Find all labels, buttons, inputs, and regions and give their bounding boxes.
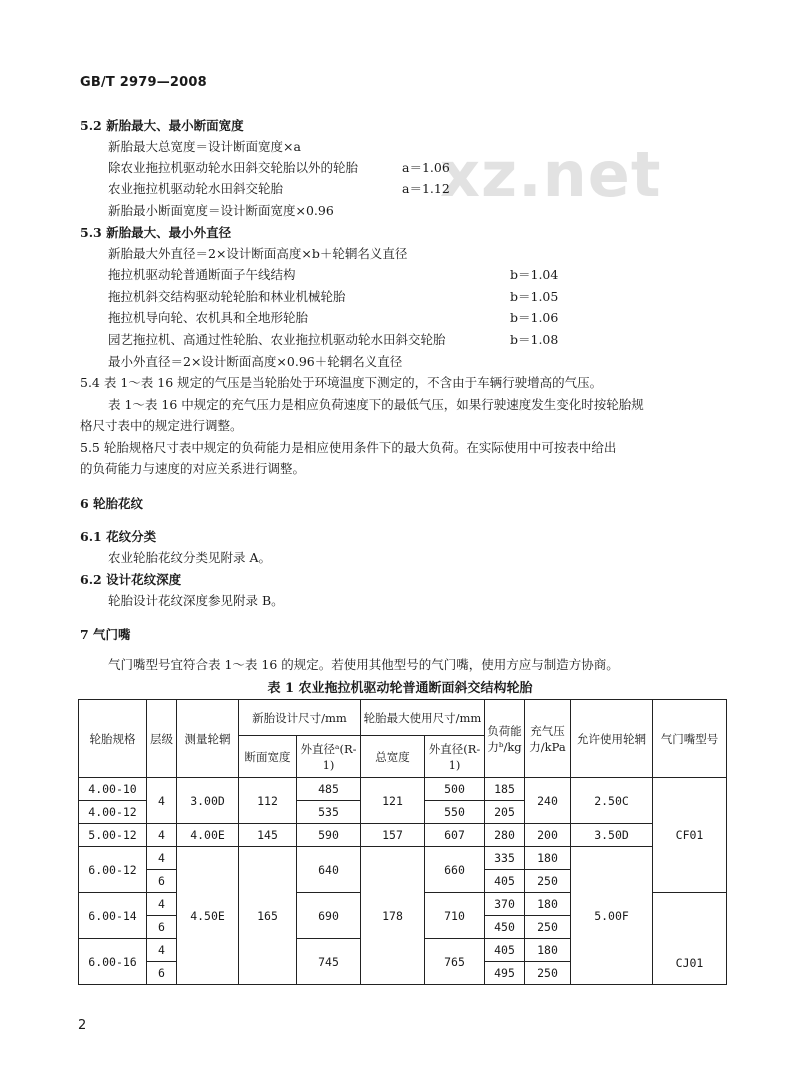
cell-max-outer-diameter: 710	[425, 893, 485, 939]
header-new-design-group: 新胎设计尺寸/mm	[239, 700, 361, 736]
header-total-width: 总宽度	[361, 736, 425, 778]
header-section-width: 断面宽度	[239, 736, 297, 778]
cell-valve: CJ01	[653, 893, 727, 985]
cell-ply: 4	[147, 939, 177, 962]
cell-ply: 4	[147, 893, 177, 916]
cell-load: 335	[485, 847, 525, 870]
cell-max-outer-diameter: 765	[425, 939, 485, 985]
cell-load: 205	[485, 801, 525, 824]
header-allowed-rim: 允许使用轮辋	[571, 700, 653, 778]
cell-outer-diameter: 640	[297, 847, 361, 893]
cell-rim: 4.50E	[177, 847, 239, 985]
cell-outer-diameter: 590	[297, 824, 361, 847]
cell-pressure: 180	[525, 893, 571, 916]
standard-code: GB/T 2979—2008	[80, 75, 207, 90]
section-5-3-line1: 新胎最大外直径＝2×设计断面高度×b＋轮辋名义直径	[108, 246, 408, 261]
page-number: 2	[78, 1018, 87, 1033]
section-6-1-text: 农业轮胎花纹分类见附录 A。	[108, 550, 272, 565]
cell-ply: 4	[147, 778, 177, 824]
table-row	[79, 778, 727, 801]
cell-pressure: 250	[525, 870, 571, 893]
section-5-5-p1b: 的负荷能力与速度的对应关系进行调整。	[80, 461, 306, 476]
header-pressure: 充气压力/kPa	[525, 700, 571, 778]
cell-spec: 4.00-12	[79, 801, 147, 824]
cell-max-outer-diameter: 607	[425, 824, 485, 847]
cell-rim: 4.00E	[177, 824, 239, 847]
section-5-3-item-label: 拖拉机斜交结构驱动轮轮胎和林业机械轮胎	[108, 289, 346, 304]
cell-ply: 6	[147, 870, 177, 893]
table-row	[79, 847, 727, 870]
section-5-4-p1: 5.4 表 1～表 16 规定的气压是当轮胎处于环境温度下测定的，不含由于车辆行驶增高的气压。	[80, 375, 603, 390]
cell-pressure: 200	[525, 824, 571, 847]
watermark: xz.net	[440, 138, 662, 211]
section-5-3-item-value: b＝1.08	[510, 332, 559, 347]
cell-allowed-rim: 2.50C	[571, 778, 653, 824]
section-5-2-line2-value: a＝1.06	[402, 160, 450, 175]
header-valve: 气门嘴型号	[653, 700, 727, 778]
cell-load: 405	[485, 939, 525, 962]
cell-pressure: 250	[525, 916, 571, 939]
cell-outer-diameter: 535	[297, 801, 361, 824]
cell-total-width: 121	[361, 778, 425, 824]
cell-load: 405	[485, 870, 525, 893]
cell-load: 495	[485, 962, 525, 985]
section-5-2-line2-label: 除农业拖拉机驱动轮水田斜交轮胎以外的轮胎	[108, 160, 359, 175]
section-5-3-item-value: b＝1.04	[510, 267, 559, 282]
cell-allowed-rim: 5.00F	[571, 847, 653, 985]
header-measure-rim: 测量轮辋	[177, 700, 239, 778]
cell-pressure: 180	[525, 939, 571, 962]
tire-spec-table	[78, 699, 727, 985]
section-5-3-item-value: b＝1.06	[510, 310, 559, 325]
cell-spec: 6.00-12	[79, 847, 147, 893]
section-5-2-line3-value: a＝1.12	[402, 181, 450, 196]
section-6-heading: 6 轮胎花纹	[80, 496, 144, 511]
section-5-3-item-value: b＝1.05	[510, 289, 559, 304]
section-5-3-heading: 5.3 新胎最大、最小外直径	[80, 225, 232, 240]
section-5-3-line-last: 最小外直径＝2×设计断面高度×0.96＋轮辋名义直径	[108, 354, 403, 369]
header-max-outer-diameter: 外直径(R-1)	[425, 736, 485, 778]
section-6-2-text: 轮胎设计花纹深度参见附录 B。	[108, 593, 284, 608]
cell-total-width: 157	[361, 824, 425, 847]
cell-outer-diameter: 690	[297, 893, 361, 939]
section-6-1-heading: 6.1 花纹分类	[80, 529, 157, 544]
cell-outer-diameter: 745	[297, 939, 361, 985]
cell-load: 185	[485, 778, 525, 801]
cell-ply: 6	[147, 916, 177, 939]
section-7-text: 气门嘴型号宜符合表 1～表 16 的规定。若使用其他型号的气门嘴，使用方应与制造方协商。	[108, 657, 619, 672]
cell-outer-diameter: 485	[297, 778, 361, 801]
cell-pressure: 250	[525, 962, 571, 985]
header-ply: 层级	[147, 700, 177, 778]
table-row	[79, 824, 727, 847]
cell-max-outer-diameter: 500	[425, 778, 485, 801]
cell-section-width: 112	[239, 778, 297, 824]
cell-ply: 6	[147, 962, 177, 985]
cell-allowed-rim: 3.50D	[571, 824, 653, 847]
section-5-3-item-label: 园艺拖拉机、高通过性轮胎、农业拖拉机驱动轮水田斜交轮胎	[108, 332, 446, 347]
cell-max-outer-diameter: 660	[425, 847, 485, 893]
cell-load: 450	[485, 916, 525, 939]
section-5-3-item-label: 拖拉机导向轮、农机具和全地形轮胎	[108, 310, 309, 325]
cell-pressure: 180	[525, 847, 571, 870]
header-outer-diameter: 外直径ᵃ(R-1)	[297, 736, 361, 778]
section-5-3-item-label: 拖拉机驱动轮普通断面子午线结构	[108, 267, 296, 282]
section-7-heading: 7 气门嘴	[80, 627, 131, 642]
header-max-use-group: 轮胎最大使用尺寸/mm	[361, 700, 485, 736]
cell-section-width: 165	[239, 847, 297, 985]
cell-max-outer-diameter: 550	[425, 801, 485, 824]
section-5-5-p1a: 5.5 轮胎规格尺寸表中规定的负荷能力是相应使用条件下的最大负荷。在实际使用中可按表中给出	[80, 440, 617, 455]
section-5-4-p2b: 格尺寸表中的规定进行调整。	[80, 418, 243, 433]
cell-spec: 6.00-14	[79, 893, 147, 939]
section-5-2-line3-label: 农业拖拉机驱动轮水田斜交轮胎	[108, 181, 284, 196]
cell-pressure: 240	[525, 778, 571, 824]
cell-ply: 4	[147, 824, 177, 847]
cell-total-width: 178	[361, 847, 425, 985]
cell-ply: 4	[147, 847, 177, 870]
header-load-capacity: 负荷能力ᵇ/kg	[485, 700, 525, 778]
section-5-2-heading: 5.2 新胎最大、最小断面宽度	[80, 118, 244, 133]
cell-valve: CF01	[653, 778, 727, 893]
cell-spec: 5.00-12	[79, 824, 147, 847]
section-5-2-line4: 新胎最小断面宽度＝设计断面宽度×0.96	[108, 203, 334, 218]
cell-spec: 6.00-16	[79, 939, 147, 985]
cell-rim: 3.00D	[177, 778, 239, 824]
section-5-4-p2a: 表 1～表 16 中规定的充气压力是相应负荷速度下的最低气压，如果行驶速度发生变化时按轮胎规	[108, 397, 644, 412]
cell-spec: 4.00-10	[79, 778, 147, 801]
section-6-2-heading: 6.2 设计花纹深度	[80, 572, 182, 587]
table-caption: 表 1 农业拖拉机驱动轮普通断面斜交结构轮胎	[267, 681, 533, 696]
header-tire-spec: 轮胎规格	[79, 700, 147, 778]
cell-load: 280	[485, 824, 525, 847]
section-5-2-line1: 新胎最大总宽度＝设计断面宽度×a	[108, 139, 301, 154]
cell-section-width: 145	[239, 824, 297, 847]
cell-load: 370	[485, 893, 525, 916]
